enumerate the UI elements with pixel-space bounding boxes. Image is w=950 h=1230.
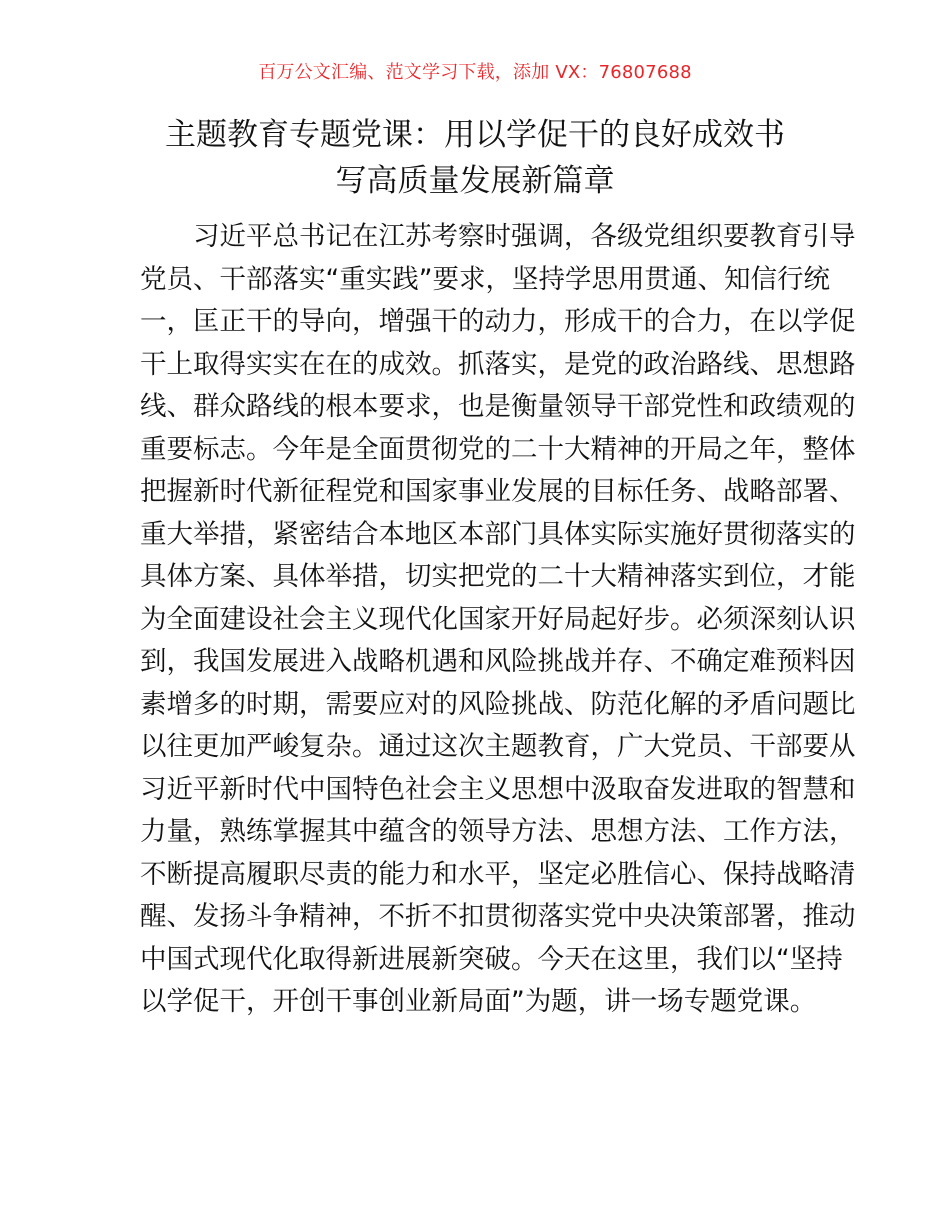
document-title — [120, 112, 830, 204]
body-line: 习近平总书记在江苏考察时强调，各级党组织要教育引导 — [193, 221, 856, 252]
body-line: 力量，熟练掌握其中蕴含的领导方法、思想方法、工作方法， — [140, 816, 856, 847]
body-line: 以学促干，开创干事创业新局面”为题，讲一场专题党课。 — [140, 986, 817, 1017]
title-line-2: 写高质量发展新篇章 — [335, 163, 615, 199]
body-line: 具体方案、具体举措，切实把党的二十大精神落实到位，才能 — [140, 561, 856, 592]
body-paragraph — [140, 216, 856, 1024]
body-line: 干上取得实实在在的成效。抓落实，是党的政治路线、思想路 — [140, 348, 856, 380]
body-line: 党员、干部落实“重实践”要求，坚持学思用贯通、知信行统 — [140, 263, 830, 295]
title-line-1: 主题教育专题党课：用以学促干的良好成效书 — [165, 117, 785, 153]
body-line: 重大举措，紧密结合本地区本部门具体实际实施好贯彻落实的 — [140, 518, 856, 550]
body-line: 不断提高履职尽责的能力和水平，坚定必胜信心、保持战略清 — [140, 858, 856, 890]
body-line: 到，我国发展进入战略机遇和风险挑战并存、不确定难预料因 — [140, 646, 856, 677]
body-line: 为全面建设社会主义现代化国家开好局起好步。必须深刻认识 — [140, 603, 856, 635]
body-line: 醒、发扬斗争精神，不折不扣贯彻落实党中央决策部署，推动 — [140, 901, 856, 932]
body-line: 重要标志。今年是全面贯彻党的二十大精神的开局之年，整体 — [140, 433, 856, 465]
body-line: 把握新时代新征程党和国家事业发展的目标任务、战略部署、 — [140, 476, 856, 507]
body-line: 一，匡正干的导向，增强干的动力，形成干的合力，在以学促 — [140, 306, 856, 337]
body-line: 习近平新时代中国特色社会主义思想中汲取奋发进取的智慧和 — [140, 773, 856, 805]
body-line: 以往更加严峻复杂。通过这次主题教育，广大党员、干部要从 — [140, 731, 856, 762]
body-line: 中国式现代化取得新进展新突破。今天在这里，我们以“坚持 — [140, 943, 843, 975]
body-line: 线、群众路线的根本要求，也是衡量领导干部党性和政绩观的 — [140, 391, 856, 422]
body-line: 素增多的时期，需要应对的风险挑战、防范化解的矛盾问题比 — [140, 688, 856, 720]
download-banner: 百万公文汇编、范文学习下载，添加 VX：76807688 — [258, 62, 692, 83]
